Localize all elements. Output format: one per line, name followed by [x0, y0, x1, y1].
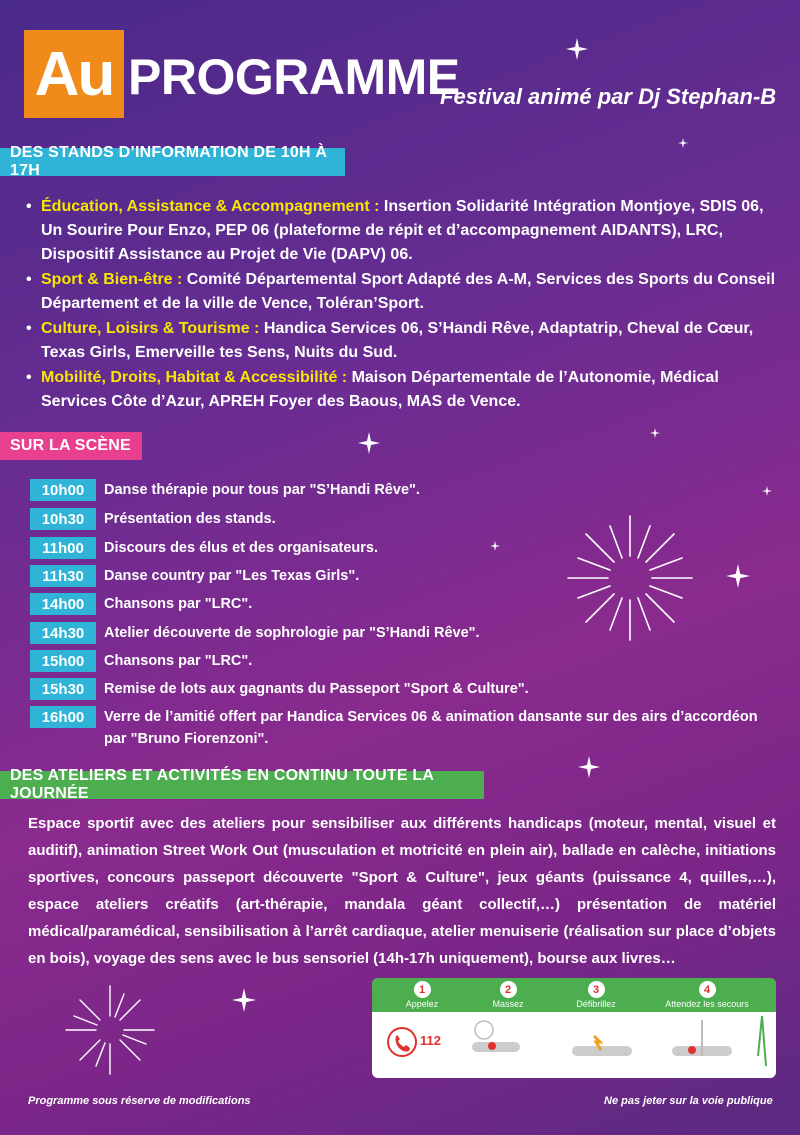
time-badge: 16h00 — [30, 706, 96, 728]
stand-text: Insertion Solidarité Intégration Montjoye, SDIS 06, Un Sourire Pour Enzo, PEP 06 (plateforme de répit et d’accompagnement AIDANTS), LRC, Dispositif Assistance au Projet de Vie (DAPV) 06. — [41, 198, 764, 263]
pulse-line-icon — [758, 1016, 766, 1066]
step-call — [372, 978, 472, 1009]
step-number: 1 — [414, 981, 431, 998]
stand-category: Mobilité, Droits, Habitat & Accessibilité : — [41, 369, 348, 386]
person-body-icon — [472, 1042, 520, 1052]
activity-text: Chansons par "LRC". — [104, 596, 253, 612]
person-head-icon — [475, 1021, 493, 1039]
phone-handset-icon — [395, 1035, 410, 1052]
sparkle-icon — [490, 541, 500, 551]
step-label: Attendez les secours — [665, 999, 749, 1009]
scene-heading: SUR LA SCÈNE — [0, 432, 142, 460]
sparkle-icon — [726, 564, 750, 588]
stand-category: Culture, Loisirs & Tourisme : — [41, 320, 260, 337]
step-number: 2 — [500, 981, 517, 998]
heart-icon — [488, 1042, 496, 1050]
stand-text: Comité Départemental Sport Adapté des A-M, Services des Sports du Conseil Département et de la ville de Vence, Toléran’Sport. — [41, 271, 776, 312]
list-item — [26, 317, 782, 365]
sparkle-icon — [762, 486, 772, 496]
page-subtitle: Festival animé par Dj Stephan-B — [440, 84, 777, 109]
activity-text: Chansons par "LRC". — [104, 653, 253, 669]
phone-icon — [388, 1028, 416, 1056]
list-item — [26, 268, 782, 316]
step-label: Défibrillez — [576, 999, 616, 1009]
footer-disclaimer: Programme sous réserve de modifications — [28, 1095, 251, 1107]
time-badge: 10h00 — [30, 479, 96, 501]
activity-text: Présentation des stands. — [104, 511, 276, 527]
stand-text: Maison Départementale de l’Autonomie, Médical Services Côte d’Azur, APREH Foyer des Baous, MAS de Vence. — [41, 369, 719, 410]
footer-notice: Ne pas jeter sur la voie publique — [604, 1095, 773, 1107]
schedule-row — [30, 650, 784, 672]
step-number: 4 — [699, 981, 716, 998]
time-badge: 14h30 — [30, 622, 96, 644]
activity-text: Remise de lots aux gagnants du Passeport "Sport & Culture". — [104, 681, 529, 697]
sparkle-icon — [650, 428, 660, 438]
step-label: Massez — [492, 999, 524, 1009]
stand-text: Handica Services 06, S’Handi Rêve, Adaptatrip, Cheval de Cœur, Texas Girls, Emerveille tes Sens, Nuits du Sud. — [41, 320, 754, 361]
stand-category: Éducation, Assistance & Accompagnement : — [41, 198, 380, 215]
time-badge: 14h00 — [30, 593, 96, 615]
firework-icon — [60, 980, 160, 1080]
step-defibrillate — [546, 978, 646, 1009]
defibrillator-body-icon — [572, 1046, 632, 1056]
stand-category: Sport & Bien-être : — [41, 271, 183, 288]
au-logo-box — [24, 30, 124, 118]
sparkle-icon — [566, 38, 588, 60]
time-badge: 11h00 — [30, 537, 96, 559]
time-badge: 15h30 — [30, 678, 96, 700]
sparkle-icon — [578, 756, 600, 778]
schedule-row — [30, 479, 784, 501]
list-item — [26, 195, 782, 267]
step-massage — [458, 978, 558, 1009]
emergency-number: 112 — [420, 1033, 441, 1048]
activity-text: Verre de l’amitié offert par Handica Services 06 & animation dansante sur des airs d’accordéon par "Bruno Fiorenzoni". — [104, 709, 758, 747]
schedule-row — [30, 706, 784, 750]
sparkle-icon — [232, 988, 256, 1012]
page-title: PROGRAMME — [128, 49, 460, 105]
step-label: Appelez — [405, 999, 439, 1009]
activity-text: Danse thérapie pour tous par "S’Handi Rêve". — [104, 482, 420, 498]
step-number: 3 — [588, 981, 605, 998]
stands-heading: DES STANDS D’INFORMATION DE 10H À 17H — [0, 148, 345, 176]
list-item — [26, 366, 782, 414]
first-aid-steps — [372, 978, 776, 1012]
time-badge: 15h00 — [30, 650, 96, 672]
ateliers-text: Espace sportif avec des ateliers pour sensibiliser aux différents handicaps (moteur, mental, visuel et auditif), animation Street Work Out (musculation et motricité en plein air), ballade en calèche, initiations sportives, concours passeport découverte "Sport & Culture", jeux géants (puissance 4, quilles,…), espace ateliers créatifs (art-thérapie, mandala géant collectif,…) présentation de matériel médical/paramédical, sensibilisation à l’arrêt cardiaque, atelier menuiserie (réalisation sur place d’objets en bois), voyage des sens avec le bus sensoriel (14h-17h uniquement), bourse aux livres… — [28, 815, 776, 967]
activity-text: Danse country par "Les Texas Girls". — [104, 568, 360, 584]
activity-text: Discours des élus et des organisateurs. — [104, 540, 378, 556]
step-wait — [652, 978, 762, 1009]
ateliers-heading: DES ATELIERS ET ACTIVITÉS EN CONTINU TOUTE LA JOURNÉE — [0, 771, 484, 799]
activity-text: Atelier découverte de sophrologie par "S’Handi Rêve". — [104, 625, 480, 641]
sparkle-icon — [358, 432, 380, 454]
sparkle-icon — [678, 138, 688, 148]
stands-list — [26, 195, 782, 415]
schedule-row — [30, 678, 784, 700]
au-text: Au — [34, 39, 114, 109]
heart-icon — [688, 1046, 696, 1054]
firework-icon — [560, 508, 700, 648]
time-badge: 10h30 — [30, 508, 96, 530]
time-badge: 11h30 — [30, 565, 96, 587]
first-aid-panel — [372, 978, 776, 1078]
